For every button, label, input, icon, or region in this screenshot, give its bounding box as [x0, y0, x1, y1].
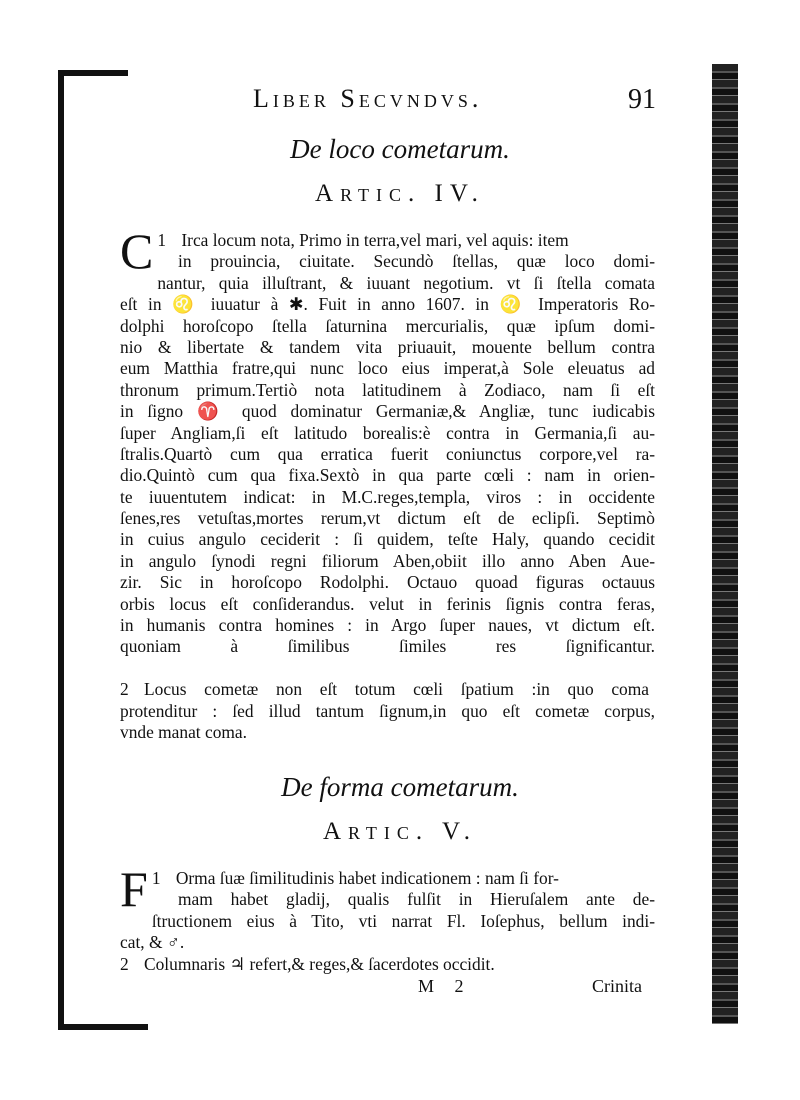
- page-edge-left-bottom: [58, 1024, 148, 1030]
- text-line: te iuuentutem indicat: in M.C.reges,templa, viros : in occidente: [120, 486, 655, 507]
- text-line: dolphi horoſcopo ſtella ſaturnina mercurialis, quæ ipſum domi-: [120, 315, 655, 336]
- text-line: vnde manat coma.: [120, 721, 247, 742]
- text-line-content: Locus cometæ non eſt totum cœli ſpatium :in quo coma: [144, 679, 649, 700]
- text-line: protenditur : ſed illud tantum ſignum,in quo eſt cometæ corpus,: [120, 700, 655, 721]
- text-line: quoniam à ſimilibus ſimiles res ſignificantur.: [120, 636, 655, 657]
- text-line: cat, & ♂.: [120, 932, 185, 953]
- text-line: [120, 679, 655, 700]
- page-edge-left-top: [58, 70, 128, 76]
- text-line: nio & libertate & tandem vita priuauit, mouente bellum contra: [120, 336, 655, 357]
- text-line: eum Matthia fratre,qui nunc loco eius imperat,à Sole eleuatus ad: [120, 358, 655, 379]
- drop-cap: C: [120, 223, 154, 279]
- text-line: ſtralis.Quartò cum qua erratica fuerit coniunctus corpore,vel ra-: [120, 443, 655, 464]
- page-number: 91: [628, 84, 656, 115]
- page-header: [0, 84, 800, 120]
- section-title-loco: De loco cometarum.: [290, 134, 510, 164]
- text-line: [120, 954, 655, 975]
- paragraph-number: 2: [120, 679, 129, 700]
- section-title-forma: De forma cometarum.: [281, 772, 519, 802]
- text-line: ſtructionem eius à Tito, vti narrat Fl. Ioſephus, bellum indi-: [151, 910, 655, 931]
- section-v-body: [120, 861, 655, 975]
- catchword: Crinita: [592, 976, 642, 996]
- text-line-content: Columnaris ♃ refert,& reges,& ſacerdotes occidit.: [144, 953, 495, 974]
- text-line: in humanis contra homines : in Argo ſuper naues, vt dictum eſt.: [120, 615, 655, 636]
- page-edge-right: [712, 64, 738, 1024]
- text-line: in cuius angulo ceciderit : ſi quidem, teſte Haly, quando cecidit: [120, 529, 655, 550]
- text-line: in prouincia, ciuitate. Secundò ſtellas, quæ loco domi-: [178, 251, 655, 272]
- article-heading-iv: Artic. IV.: [315, 180, 485, 207]
- page-edge-left: [58, 70, 64, 1030]
- text-line: [120, 658, 655, 679]
- text-line: eſt in ♌ iuuatur à ✱. Fuit in anno 1607. in ♌ Imperatoris Ro-: [120, 294, 655, 315]
- section-iv-body: [120, 223, 655, 743]
- text-line: mam habet gladij, qualis fulſit in Hieruſalem ante de-: [178, 889, 655, 910]
- text-line: zir. Sic in horoſcopo Rodolphi. Octauo quoad figuras octauus: [120, 572, 655, 593]
- text-line: nantur, quia illuſtrant, & iuuant negotium. vt ſi ſtella comata: [157, 272, 655, 293]
- running-title: Liber Secvndvs.: [253, 84, 483, 113]
- text-line: orbis locus eſt conſiderandus. velut in ferinis ſignis contra feras,: [120, 593, 655, 614]
- signature-mark: M 2: [418, 976, 472, 996]
- text-line: in angulo ſynodi regni filiorum Aben,obiit illo anno Aben Aue-: [120, 550, 655, 571]
- text-line: thronum primum.Tertiò nota latitudinem à Zodiaco, nam ſi eſt: [120, 379, 655, 400]
- text-line-content: Irca locum nota, Primo in terra,vel mari, vel aquis: item: [181, 230, 569, 250]
- text-line: ſenes,res vetuſtas,mortes rerum,vt dictum eſt de eclipſi. Septimò: [120, 508, 655, 529]
- page-footer: [0, 976, 800, 1000]
- text-line: in ſigno ♈ quod dominatur Germaniæ,& Angliæ, tunc iudicabis: [120, 401, 655, 422]
- text-line: dio.Quintò cum qua fixa.Sextò in qua parte cœli : nam in orien-: [120, 465, 655, 486]
- drop-cap: F: [120, 861, 148, 917]
- paragraph-number: 1: [151, 868, 161, 888]
- text-line: ſuper Angliam,ſi eſt latitudo borealis:è contra in Germania,ſi au-: [120, 422, 655, 443]
- article-heading-v: Artic. V.: [322, 818, 478, 845]
- paragraph-number: 1: [157, 230, 167, 250]
- text-line-content: Orma ſuæ ſimilitudinis habet indicationem : nam ſi for-: [175, 868, 559, 888]
- paragraph-number: 2: [120, 953, 129, 974]
